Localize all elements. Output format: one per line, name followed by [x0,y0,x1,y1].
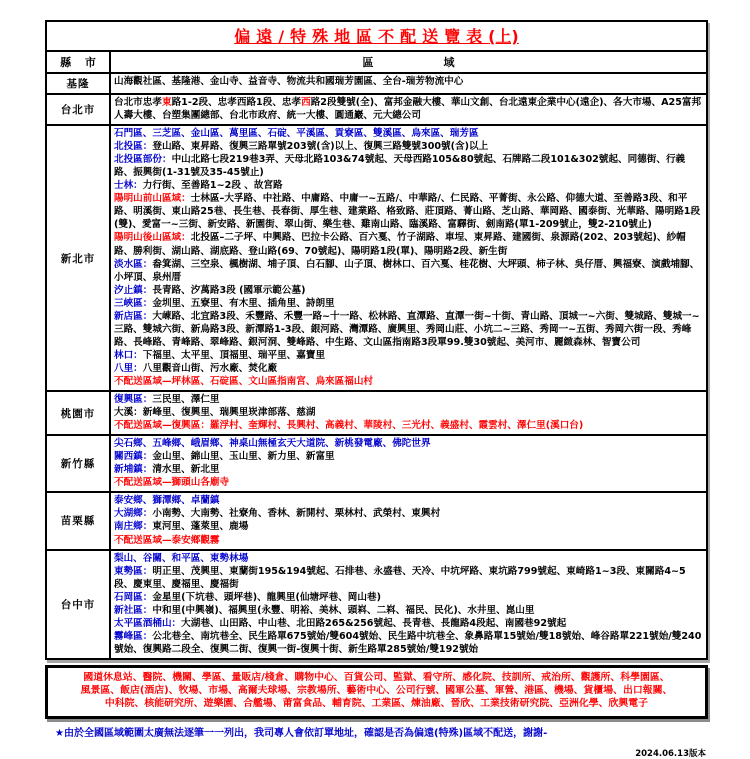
region-line [114,140,703,153]
table-row [47,436,706,493]
restricted-text: 陽明山後山區域： [114,232,191,244]
no-delivery-table [45,20,708,660]
region-line [114,192,703,231]
district-label: 石岡區： [114,591,153,603]
area-text: 明正里、茂興里、東蘭街195&194號起、石排巷、永盛巷、天冷、中坑坪路、東坑路799號起、東崎路1~3段、東關路4~5段、慶東里、慶福里、慶福街 [114,565,686,590]
region-line [114,617,703,630]
region-line [114,179,703,192]
area-text: 小南勢、大南勢、社寮角、香林、新開村、栗林村、武榮村、東興村 [152,508,441,520]
district-label: 汐止鎮： [114,284,153,296]
area-text: 大溪：新峰里、復興里、瑞興里崁津部落、慈湖 [114,407,316,419]
district-label: 復興區： [114,394,153,406]
region-line [114,552,703,565]
restricted-text: 不配送區域—獅頭山各廟寺 [114,477,230,489]
region-line [114,463,703,476]
version-label: 2024.06.13版本 [635,748,706,759]
area-text: 大崠路、北宜路3段、禾豐路、禾豐一路~十一路、松林路、直潭路、直潭一街~十街、青山路、頂城一~六街、雙城路、雙城一~三路、雙城六街、新烏路3段、新潭路1-3段、銀河路、灣潭路、廣興里、秀岡山莊、小坑二~三路、秀岡一~五街、秀岡六街一段、秀峰路、長峰路、青峰路、翠峰路、銀河洞、雙峰路、中生路、文山區指南路3段單99.雙30號起、美河市、麗緻森林、智寶公司 [114,310,700,348]
region-line [114,437,703,450]
region-line [114,297,703,310]
district-label: 尖石鄉、五峰鄉、峨眉鄉、神桌山無極玄天大道院、新桃發電廠、佛陀世界 [114,438,431,450]
district-label: 石門區、三芝區、金山區、萬里區、石碇、平溪區、貢寮區、雙溪區、烏來區、瑞芳區 [114,128,479,140]
excluded-locations-box [45,665,708,719]
district-label: 東勢區： [114,565,153,577]
area-text: 登山路、東昇路、復興三路單號203號(含)以上、復興三路雙號300號(含)以上 [152,141,489,153]
district-label: 霧峰區： [114,630,153,642]
district-label: 八里： [114,362,143,374]
county-column-header: 縣 市 [47,52,111,72]
restricted-text: 陽明山前山區域： [114,193,191,205]
excluded-location-line: 風景區、飯店(酒店)、牧場、市場、高爾夫球場、宗教場所、藝術中心、公司行號、國軍公墓、軍營、港區、機場、貨櫃場、出口報關、 [80,684,673,696]
region-line [114,393,703,406]
county-label: 新北市 [47,126,111,390]
district-label: 淡水區： [114,258,153,270]
county-label: 台中市 [47,551,111,658]
area-text: 台北市忠孝 [114,97,162,108]
region-line [114,258,703,284]
region-line [114,450,703,463]
region-line [114,591,703,604]
table-row [47,95,706,126]
area-text: 路2段雙號(全)、富邦金融大樓、華山文創、台北遠東企業中心(遠企)、各大市場、A25富邦人壽大樓、台塑集團總部、台北市政府、統一大樓、圓通巖、元大總公司 [114,97,702,122]
region-line [114,127,703,140]
area-text: 中和里(中興嶺)、福興里(永豐、明裕、美林、頭嵙、二嵙、福民、民化)、水井里、崑山里 [152,604,535,616]
region-line [114,494,703,507]
table-row [47,74,706,95]
region-column-header: 區域 [362,56,525,69]
area-text: 路1-2段、忠孝西路1段、忠孝 [171,97,302,108]
region-line [114,419,703,432]
region-line [114,375,703,388]
district-label: 新社區： [114,604,153,616]
table-header [47,52,706,74]
district-label: 士林： [114,180,143,192]
page-title [47,22,706,52]
page-title-main: 偏遠/特殊地區不配送覽表 [234,27,489,46]
region-line [114,231,703,257]
area-text: 金星里(下坑巷、頭坪巷)、龍興里(仙塘坪巷、岡山巷) [152,591,381,603]
restricted-text: 東 [161,97,172,108]
restricted-text: 不配送區域—坪林區、石碇區、文山區指南宮、烏來區福山村 [114,375,374,387]
district-label: 北投區： [114,141,153,153]
area-text: 大湖巷、山田路、中山巷、北田路265&256號起、長青巷、長龍路4段起、南國巷92號起 [181,617,567,629]
region-line [114,630,703,656]
region-cell [111,126,706,390]
footnote: ★由於全國區域範圍太廣無法逐筆一一列出，我司專人會依訂單地址，確認是否為偏遠(特殊)區域不配送，謝謝- [55,727,548,739]
area-text: 公北巷全、南坑巷全、民生路單675號始/雙604號始、民生路中坑巷全、象鼻路單15號始/雙18號始、峰谷路單221號始/雙240號始、復興路二段全、復興二街、復興一街-復興十街、新生路單285號始/雙192號始 [114,630,702,655]
region-line [114,565,703,591]
region-cell [111,392,706,434]
region-line [114,96,703,122]
county-label: 台北市 [47,95,111,124]
area-text: 金圳里、五寮里、有木里、插角里、詩朗里 [152,297,335,309]
area-text: 東河里、蓬萊里、鹿場 [152,521,249,533]
region-line [114,507,703,520]
county-label: 新竹縣 [47,436,111,491]
region-line [114,349,703,362]
excluded-location-line: 中科院、核能研究所、遊樂園、合艦場、莆富食品、輔育院、工業區、煉油廠、晉欣、工業技術研究院、亞洲化學、欣興電子 [104,697,649,709]
area-text: 士林區–大孚路、中社路、中庸路、中庸一~五路/、中華路/、仁民路、平菁街、永公路、仰德大道、至善路3段、和平路、明溪街、東山路25巷、長生巷、長春街、厚生巷、建業路、格致路、莊頂路、菁山路、芝山路、華岡路、國泰街、光華路、陽明路1段(雙)、愛富一~三街、新安路、新園街、翠山街、樂生巷、雞南山路、臨溪路、富驛街、劍南路(單1-209號止，雙2-210號止) [114,193,701,231]
district-label: 大湖鄉： [114,508,153,520]
region-line [114,604,703,617]
region-cell [111,551,706,658]
region-line [114,520,703,533]
region-line [114,153,703,179]
region-line [114,284,703,297]
county-label: 桃園市 [47,392,111,434]
area-text: 金山里、錦山里、玉山里、新力里、新富里 [152,451,335,463]
table-row [47,551,706,658]
district-label: 太平區酒桶山： [114,617,182,629]
excluded-location-line: 國道休息站、醫院、機關、學區、量販店/棧倉、購物中心、百貨公司、監獄、看守所、感化院、技訓所、戒治所、觀護所、科學園區、 [83,671,670,683]
area-text: 八里觀音山街、污水廠、焚化廠 [142,362,278,374]
district-label: 新埔鎮： [114,464,153,476]
district-label: 南庄鄉： [114,521,153,533]
area-text: 清水里、新北里 [152,464,220,476]
table-row [47,392,706,436]
district-label: 關西鎮： [114,451,153,463]
table-rows [47,74,706,658]
district-label: 三峽區： [114,297,153,309]
restricted-text: 不配送區域—復興區：羅浮村、奎輝村、長興村、高義村、華陵村、三光村、義盛村、霞雲村、澤仁里(溪口台) [114,420,584,432]
region-cell [111,436,706,491]
area-text: 中山北路七段219巷3弄、天母北路103&74號起、天母西路105&80號起、石牌路二段101&302號起、同德街、行義路、振興街(1-31號及35-45號止) [114,154,686,179]
region-line [114,75,703,88]
region-cell [111,95,706,124]
district-label: 新店區： [114,310,153,322]
area-text: 北投區–二子坪、中興路、巴拉卡公路、百六戛、竹子湖路、車埕、東昇路、建國街、泉源路(202、203號起)、紗帽路、勝利街、湖山路、湖底路、登山路(69、70號起)、陽明路1段(單)、陽明路2段、新生街 [114,232,686,257]
region-cell [111,74,706,93]
table-row [47,493,706,550]
restricted-text: 不配送區域—泰安鄉觀霧 [114,534,220,546]
restricted-text: 西 [301,97,311,108]
page-title-suffix: (上) [488,27,519,46]
region-line [114,310,703,349]
region-line [114,406,703,419]
area-text: 畚箕湖、三空泉、楓樹湖、埔子頂、白石腳、山子頂、樹林口、百六戛、桂花樹、大坪頭、柿子林、吳仔厝、興福寮、演戲埔腳、小坪頂、泉州厝 [114,258,700,283]
area-text: 長青路、汐萬路3段 (國軍示範公墓) [152,284,306,296]
district-label: 梨山、谷關、和平區、東勢林場 [114,552,249,564]
region-cell [111,493,706,548]
district-label: 泰安鄉、獅潭鄉、卓蘭鎮 [114,495,220,507]
region-line [114,534,703,547]
region-line [114,362,703,375]
area-text: 下福里、太平里、頂福里、瑞平里、嘉寶里 [142,349,326,361]
area-text: 三民里、澤仁里 [152,394,220,406]
district-label: 北投區部份： [114,154,172,166]
county-label: 基隆 [47,74,111,93]
county-label: 苗栗縣 [47,493,111,548]
region-line [114,476,703,489]
area-text: 力行街、至善路1~2段 、故宮路 [142,180,283,192]
area-text: 山海觀社區、基隆港、金山寺、益音寺、物流共和國瑞芳園區、全台-瑞芳物流中心 [114,76,464,87]
table-row [47,126,706,392]
district-label: 林口： [114,349,143,361]
